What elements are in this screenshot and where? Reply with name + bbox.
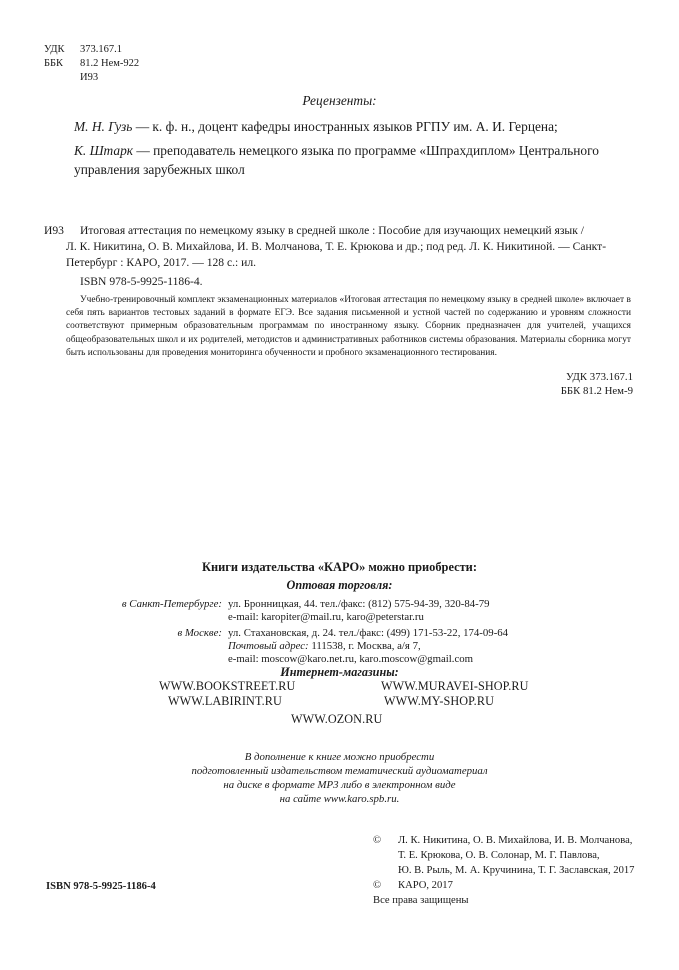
- reviewer-2-desc-cont: управления зарубежных школ: [74, 162, 245, 177]
- copyright-sign: ©: [373, 835, 382, 846]
- catalog-mark: И93: [44, 224, 64, 237]
- msk-address: ул. Стахановская, д. 24. тел./факс: (499) 171-53-22, 174-09-64: [228, 627, 509, 639]
- wholesale-heading: Оптовая торговля:: [286, 578, 393, 592]
- shop-link[interactable]: WWW.MURAVEI-SHOP.RU: [381, 679, 529, 693]
- bbk-value: 81.2 Нем-922: [80, 58, 140, 69]
- shop-link[interactable]: WWW.LABIRINT.RU: [168, 694, 282, 708]
- copyright-sign-2: ©: [373, 880, 382, 891]
- catalog-isbn: ISBN 978-5-9925-1186-4.: [80, 275, 203, 288]
- copyright-authors-1: Л. К. Никитина, О. В. Михайлова, И. В. Молчанова,: [398, 835, 633, 846]
- bbk-right: ББК 81.2 Нем-9: [560, 385, 633, 397]
- addition-line-2: подготовленный издательством тематический аудиоматериал: [191, 765, 488, 777]
- reviewers-title: Рецензенты:: [302, 93, 377, 108]
- annotation-text: Учебно-тренировочный комплект экзаменационных материалов «Итоговая аттестация по немецкому языку в средней школе» включает в себя пять вариантов тестовых заданий в формате ЕГЭ. Все задания письменной и устной частей по содержанию и уровням сложности соответствуют примерным образовательным программам по иностранному языку. Сборник предназначен для учителей, учащихся общеобразовательных школ и их родителей, методистов и административных работников системы образования. Материалы сборника могут быть использованы для проведения мониторинга обученности и пробного экзаменационного тестирования.: [66, 295, 631, 358]
- copyright-publisher: КАРО, 2017: [398, 880, 453, 891]
- msk-postal-label: Почтовый адрес:: [228, 640, 309, 652]
- msk-postal: [228, 640, 421, 654]
- reviewer-1: [74, 117, 558, 136]
- spb-email: e-mail: karopiter@mail.ru, karo@peterstar.ru: [228, 611, 424, 623]
- catalog-line-3: Петербург : КАРО, 2017. — 128 с.: ил.: [66, 256, 257, 269]
- catalog-line-1: Итоговая аттестация по немецкому языку в средней школе : Пособие для изучающих немецкий язык /: [80, 224, 584, 237]
- reviewer-2-desc: — преподаватель немецкого языка по программе «Шпрахдиплом» Центрального: [133, 143, 599, 158]
- msk-label: в Москве:: [177, 627, 222, 639]
- publisher-heading: Книги издательства «КАРО» можно приобрести:: [202, 560, 477, 574]
- udk-right: УДК 373.167.1: [565, 371, 633, 383]
- spb-label: в Санкт-Петербурге:: [121, 598, 222, 610]
- reviewer-1-desc: — к. ф. н., доцент кафедры иностранных языков РГПУ им. А. И. Герцена;: [132, 119, 558, 134]
- copyright-authors-3: Ю. В. Рыль, М. А. Кручинина, Т. Г. Заславская, 2017: [398, 865, 635, 876]
- addition-line-1: В дополнение к книге можно приобрести: [244, 751, 435, 763]
- reviewer-1-name: М. Н. Гузь: [74, 119, 133, 134]
- msk-postal-value: 111538, г. Москва, а/я 7,: [308, 640, 421, 652]
- msk-email: e-mail: moscow@karo.net.ru, karo.moscow@gmail.com: [228, 653, 474, 665]
- reviewer-2-name: К. Штарк: [74, 143, 134, 158]
- shop-link[interactable]: WWW.BOOKSTREET.RU: [159, 679, 296, 693]
- footer-isbn: ISBN 978-5-9925-1186-4: [46, 881, 156, 892]
- shop-link[interactable]: WWW.MY-SHOP.RU: [384, 694, 494, 708]
- online-heading: Интернет-магазины:: [280, 665, 399, 679]
- addition-line-4: на сайте www.karo.spb.ru.: [279, 793, 400, 805]
- reviewer-2: [74, 141, 599, 160]
- addition-line-3: на диске в формате МР3 либо в электронном виде: [223, 779, 456, 791]
- catalog-line-2: Л. К. Никитина, О. В. Михайлова, И. В. Молчанова, Т. Е. Крюкова и др.; под ред. Л. К. Никитиной. — Санкт-: [66, 240, 607, 253]
- rights-reserved: Все права защищены: [373, 895, 469, 906]
- udk-value: 373.167.1: [80, 44, 122, 55]
- spb-address: ул. Бронницкая, 44. тел./факс: (812) 575-94-39, 320-84-79: [228, 598, 490, 610]
- bbk-label: ББК: [44, 58, 64, 69]
- copyright-authors-2: Т. Е. Крюкова, О. В. Солонар, М. Г. Павлова,: [398, 850, 600, 861]
- author-mark: И93: [80, 72, 99, 83]
- shop-link[interactable]: WWW.OZON.RU: [291, 712, 383, 726]
- udk-label: УДК: [44, 44, 65, 55]
